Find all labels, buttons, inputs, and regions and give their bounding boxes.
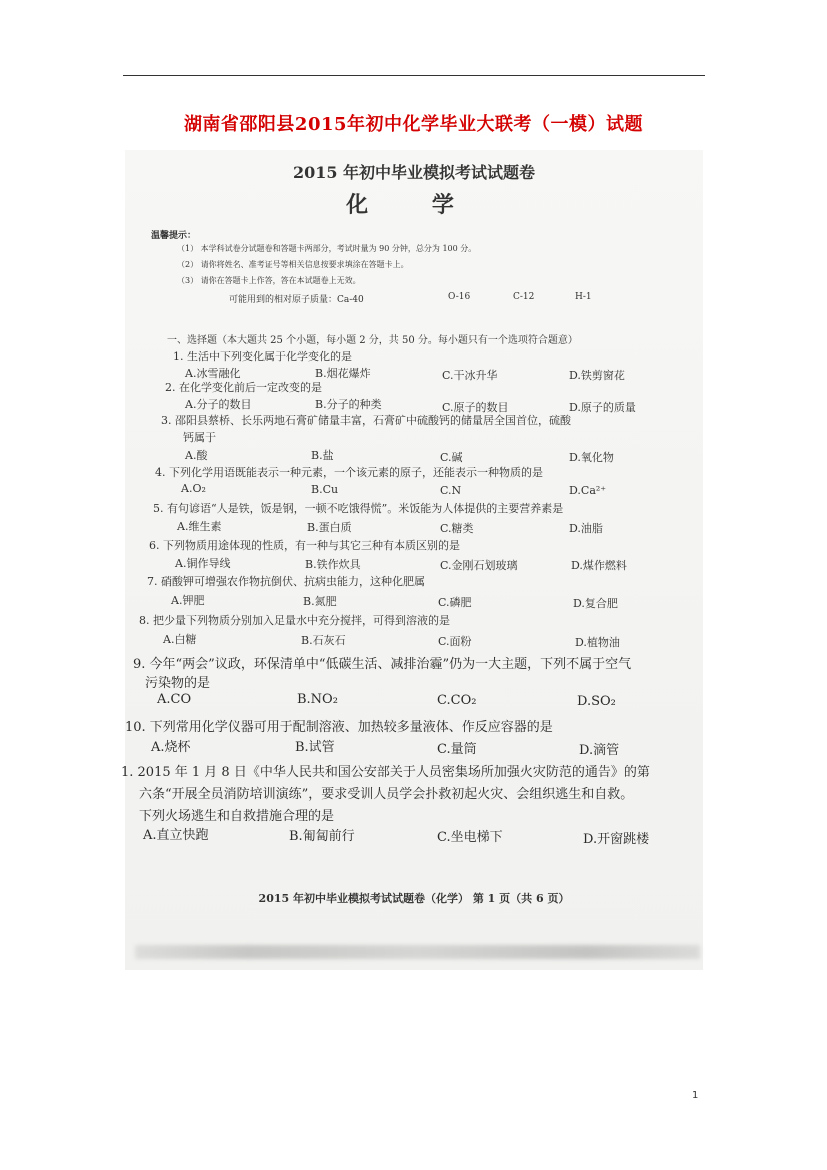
question-option: B.烟花爆炸 bbox=[315, 367, 371, 380]
question-stem: 4. 下列化学用语既能表示一种元素，一个该元素的原子，还能表示一种物质的是 bbox=[155, 466, 543, 479]
question-option: B.Cu bbox=[311, 483, 339, 496]
question-option: D.油脂 bbox=[569, 522, 603, 535]
subject-title: 化 学 bbox=[346, 192, 482, 218]
question-option: B.石灰石 bbox=[301, 634, 346, 647]
tips-heading: 温馨提示： bbox=[151, 231, 197, 241]
exam-title: 2015 年初中毕业模拟考试试题卷 bbox=[292, 163, 536, 182]
question-option: D.SO₂ bbox=[577, 694, 616, 709]
question-stem: 10. 下列常用化学仪器可用于配制溶液、加热较多量液体、作反应容器的是 bbox=[125, 720, 553, 735]
question-option: B.铁作炊具 bbox=[305, 558, 361, 571]
question-option: C.糖类 bbox=[440, 522, 474, 535]
question-stem: 2. 在化学变化前后一定改变的是 bbox=[165, 381, 322, 394]
tip-line: （2） 请你将姓名、准考证号等相关信息按要求填涂在答题卡上。 bbox=[177, 260, 409, 269]
atomic-mass: 可能用到的相对原子质量：Ca-40 bbox=[229, 295, 364, 305]
question-option: D.氧化物 bbox=[569, 451, 614, 464]
section-heading: 一、选择题（本大题共 25 个小题，每小题 2 分，共 50 分。每小题只有一个选项符合题意） bbox=[167, 335, 578, 346]
question-option: A.O₂ bbox=[181, 482, 206, 495]
tip-line: （1） 本学科试卷分试题卷和答题卡两部分，考试时量为 90 分钟，总分为 100 分。 bbox=[177, 244, 477, 253]
question-option: A.钾肥 bbox=[171, 594, 205, 607]
question-stem: 1. 生活中下列变化属于化学变化的是 bbox=[173, 350, 352, 363]
top-rule bbox=[123, 75, 705, 76]
question-option: B.蛋白质 bbox=[307, 521, 352, 534]
question-option: C.金刚石划玻璃 bbox=[440, 559, 518, 572]
question-stem-continued: 污染物的是 bbox=[145, 676, 211, 691]
question-option: D.原子的质量 bbox=[569, 401, 636, 414]
question-option: A.烧杯 bbox=[151, 740, 191, 755]
scan-smudge bbox=[135, 945, 700, 959]
question-option: B.试管 bbox=[295, 740, 335, 755]
question-option: B.分子的种类 bbox=[315, 398, 382, 411]
question-option: D.植物油 bbox=[575, 636, 620, 649]
page-number: 1 bbox=[692, 1090, 699, 1101]
scanned-exam-page bbox=[121, 150, 703, 970]
question-option: D.复合肥 bbox=[573, 597, 618, 610]
atomic-mass: C-12 bbox=[513, 292, 535, 302]
question-stem: 5. 有句谚语“人是铁，饭是钢，一顿不吃饿得慌”。米饭能为人体提供的主要营养素是 bbox=[153, 502, 564, 515]
question-option: D.Ca²⁺ bbox=[569, 484, 607, 497]
question-option: C.坐电梯下 bbox=[437, 830, 503, 845]
question-stem: 9. 今年“两会”议政，环保清单中“低碳生活、减排治霾”仍为一大主题，下列不属于空气 bbox=[133, 657, 632, 672]
question-stem-continued: 下列火场逃生和自救措施合理的是 bbox=[139, 809, 335, 824]
question-stem: 3. 邵阳县蔡桥、长乐两地石膏矿储量丰富，石膏矿中硫酸钙的储量居全国首位，硫酸 bbox=[161, 414, 571, 427]
question-option: B.匍匐前行 bbox=[289, 829, 355, 844]
question-option: C.碱 bbox=[440, 451, 463, 464]
question-stem: 7. 硝酸钾可增强农作物抗倒伏、抗病虫能力，这种化肥属 bbox=[147, 575, 425, 588]
question-option: C.CO₂ bbox=[437, 693, 477, 708]
question-option: D.开窗跳楼 bbox=[583, 832, 650, 847]
scan-footer: 2015 年初中毕业模拟考试试题卷（化学） 第 1 页（共 6 页） bbox=[258, 892, 570, 905]
question-option: A.直立快跑 bbox=[143, 828, 209, 843]
question-option: C.原子的数目 bbox=[442, 401, 509, 414]
document-title: 湖南省邵阳县2015年初中化学毕业大联考（一模）试题 bbox=[183, 114, 644, 135]
question-stem-continued: 钙属于 bbox=[183, 431, 216, 444]
question-option: C.N bbox=[440, 484, 462, 497]
question-option: A.维生素 bbox=[177, 520, 222, 533]
question-option: C.面粉 bbox=[438, 635, 472, 648]
question-stem: 1. 2015 年 1 月 8 日《中华人民共和国公安部关于人员密集场所加强火灾防范的通告》的第 bbox=[121, 765, 650, 780]
question-option: D.铁剪窗花 bbox=[569, 369, 625, 382]
question-option: B.NO₂ bbox=[297, 692, 338, 707]
atomic-mass: H-1 bbox=[575, 292, 592, 302]
question-option: A.冰雪融化 bbox=[185, 367, 241, 380]
question-option: C.磷肥 bbox=[438, 596, 472, 609]
question-stem: 6. 下列物质用途体现的性质，有一种与其它三种有本质区别的是 bbox=[149, 539, 460, 552]
question-option: B.盐 bbox=[311, 449, 334, 462]
tip-line: （3） 请你在答题卡上作答，答在本试题卷上无效。 bbox=[177, 276, 361, 285]
question-option: A.铜作导线 bbox=[175, 557, 231, 570]
question-option: B.氮肥 bbox=[303, 595, 337, 608]
question-option: D.滴管 bbox=[579, 743, 620, 758]
question-option: C.干冰升华 bbox=[442, 369, 498, 382]
question-stem: 8. 把少量下列物质分别加入足量水中充分搅拌，可得到溶液的是 bbox=[139, 614, 450, 627]
question-stem-continued: 六条“开展全员消防培训演练”，要求受训人员学会扑救初起火灾、会组织逃生和自救。 bbox=[139, 787, 634, 802]
question-option: A.酸 bbox=[185, 449, 208, 462]
question-option: D.煤作燃料 bbox=[571, 559, 627, 572]
question-option: C.量筒 bbox=[437, 742, 477, 757]
question-option: A.CO bbox=[157, 692, 192, 707]
question-option: A.分子的数目 bbox=[185, 398, 252, 411]
question-option: A.白糖 bbox=[163, 633, 197, 646]
atomic-mass: O-16 bbox=[448, 292, 471, 302]
